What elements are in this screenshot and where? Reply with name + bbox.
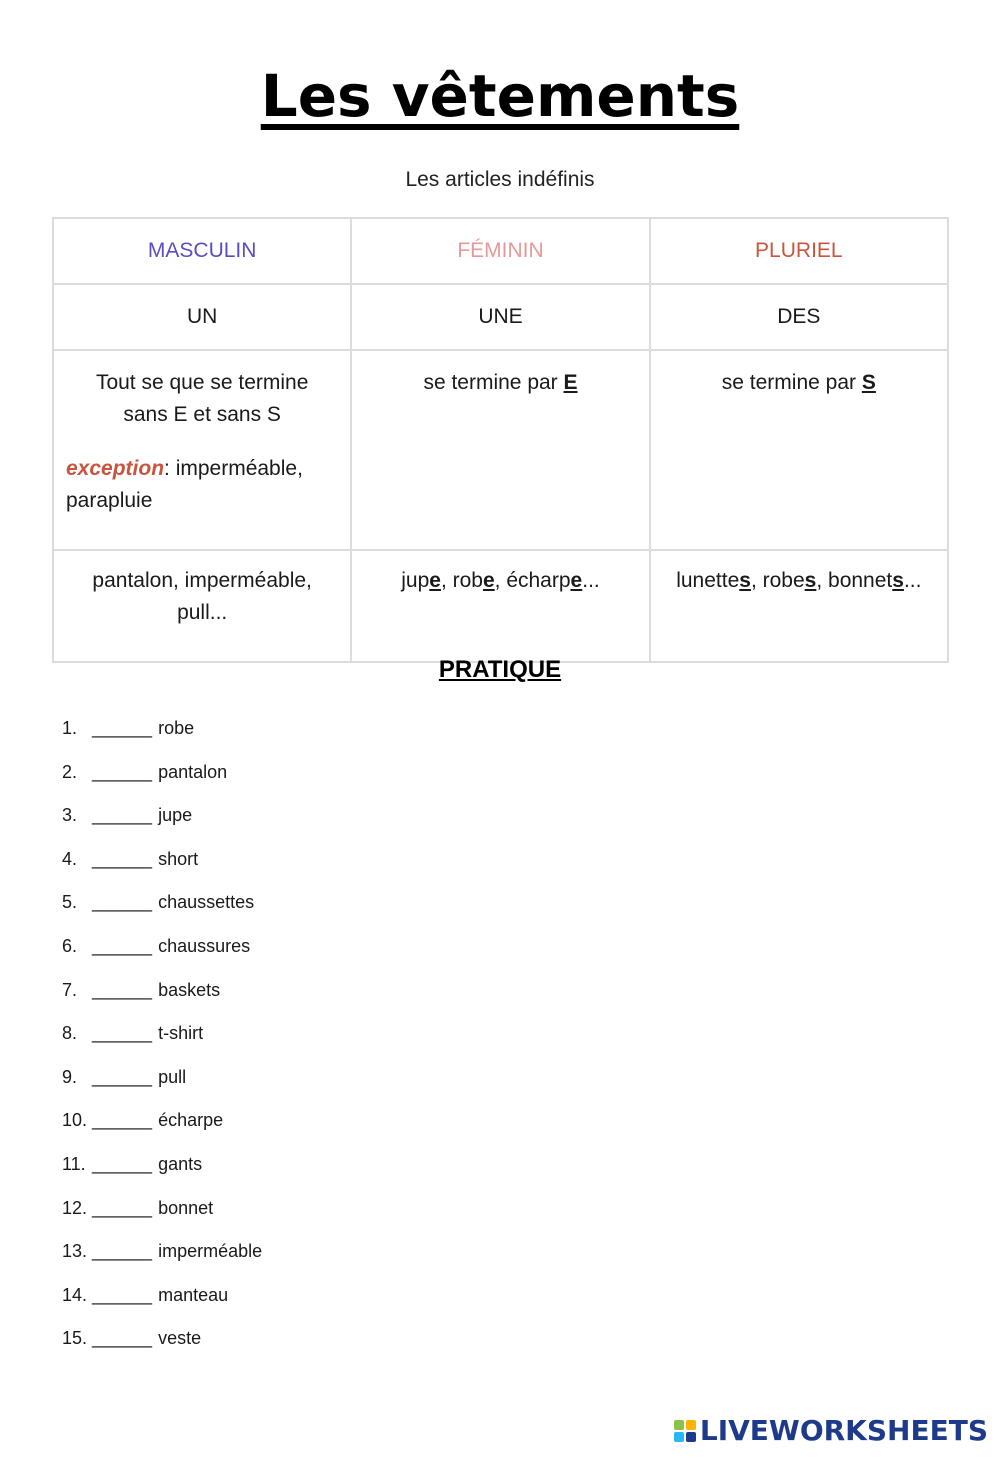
practice-item-number: 11. xyxy=(62,1153,86,1174)
rule-masculin-line1: Tout se que se termine xyxy=(95,371,309,394)
answer-blank[interactable]: ______ xyxy=(92,935,153,956)
rule-pluriel-text: se termine par xyxy=(721,371,862,394)
rule-masculin xyxy=(53,350,351,550)
practice-item xyxy=(62,892,262,936)
example-word xyxy=(453,569,507,592)
practice-item-word: écharpe xyxy=(158,1110,224,1131)
logo-square xyxy=(686,1432,696,1442)
practice-item-word: short xyxy=(158,848,199,869)
practice-item-number: 5. xyxy=(62,892,78,913)
rule-pluriel-letter: S xyxy=(861,371,876,394)
practice-item-number: 13. xyxy=(62,1241,88,1262)
practice-item-word: gants xyxy=(158,1153,203,1174)
exception-rest: : imperméable, xyxy=(164,457,303,480)
header-masculin: MASCULIN xyxy=(53,218,351,284)
practice-list xyxy=(62,718,262,1372)
answer-blank[interactable]: ______ xyxy=(92,848,153,869)
article-pluriel: DES xyxy=(650,284,948,350)
practice-item-word: manteau xyxy=(158,1284,229,1305)
practice-title: PRATIQUE xyxy=(438,656,562,683)
practice-item-number: 6. xyxy=(62,935,78,956)
example-stem: écharp xyxy=(506,569,571,592)
practice-item-number: 7. xyxy=(62,979,78,1000)
practice-item-word: imperméable xyxy=(158,1241,263,1262)
practice-item xyxy=(62,718,262,762)
practice-item-word: chaussures xyxy=(158,935,251,956)
example-ending: s xyxy=(892,569,904,592)
example-separator: , xyxy=(750,569,763,592)
examples-masculin-line2: pull... xyxy=(177,601,228,624)
example-ending: s xyxy=(739,569,751,592)
page-title: Les vêtements xyxy=(260,62,740,130)
example-word xyxy=(676,569,762,592)
example-ending: e xyxy=(429,569,441,592)
table-article-row xyxy=(53,284,948,350)
logo-square xyxy=(686,1420,696,1430)
practice-item-number: 14. xyxy=(62,1284,88,1305)
practice-item xyxy=(62,762,262,806)
example-word xyxy=(763,569,828,592)
logo-square xyxy=(674,1432,684,1442)
practice-item-word: baskets xyxy=(158,979,221,1000)
article-masculin: UN xyxy=(53,284,351,350)
rule-feminin xyxy=(351,350,649,550)
example-stem: rob xyxy=(452,569,483,592)
page-subtitle: Les articles indéfinis xyxy=(405,168,595,191)
practice-item-word: chaussettes xyxy=(158,892,255,913)
practice-item xyxy=(62,1154,262,1198)
practice-item-number: 12. xyxy=(62,1197,88,1218)
answer-blank[interactable]: ______ xyxy=(92,1241,153,1262)
header-feminin: FÉMININ xyxy=(351,218,649,284)
practice-item-number: 3. xyxy=(62,805,78,826)
articles-table xyxy=(52,217,949,663)
example-ending: s xyxy=(804,569,817,592)
practice-item-word: robe xyxy=(158,718,195,738)
practice-item-number: 2. xyxy=(62,761,78,782)
practice-item xyxy=(62,849,262,893)
answer-blank[interactable]: ______ xyxy=(92,1066,153,1087)
practice-item-number: 8. xyxy=(62,1023,78,1044)
logo-text: LIVEWORKSHEETS xyxy=(699,1414,988,1447)
table-rule-row xyxy=(53,350,948,550)
example-separator: , xyxy=(440,569,453,592)
answer-blank[interactable]: ______ xyxy=(92,1153,153,1174)
liveworksheets-logo-icon xyxy=(674,1420,696,1442)
practice-item-number: 4. xyxy=(62,848,78,869)
answer-blank[interactable]: ______ xyxy=(92,1110,153,1131)
example-stem: bonnet xyxy=(828,569,893,592)
answer-blank[interactable]: ______ xyxy=(92,892,153,913)
practice-item xyxy=(62,936,262,980)
practice-item-word: bonnet xyxy=(158,1197,214,1218)
practice-item-word: veste xyxy=(158,1328,202,1349)
answer-blank[interactable]: ______ xyxy=(92,1023,153,1044)
example-separator: , xyxy=(494,569,507,592)
example-stem: robe xyxy=(762,569,805,592)
rule-feminin-text: se termine par xyxy=(423,371,564,394)
liveworksheets-logo xyxy=(674,1414,988,1447)
rule-feminin-letter: E xyxy=(563,371,578,394)
exception-note xyxy=(66,453,338,517)
practice-item xyxy=(62,1328,262,1372)
practice-item xyxy=(62,1285,262,1329)
practice-item xyxy=(62,980,262,1024)
example-ending: e xyxy=(482,569,495,592)
table-example-row xyxy=(53,550,948,662)
answer-blank[interactable]: ______ xyxy=(92,805,153,826)
example-separator: ... xyxy=(903,569,922,592)
example-ending: e xyxy=(570,569,583,592)
exception-label: exception xyxy=(66,457,165,480)
practice-item-number: 15. xyxy=(62,1328,88,1349)
answer-blank[interactable]: ______ xyxy=(92,1197,153,1218)
answer-blank[interactable]: ______ xyxy=(92,1328,153,1349)
practice-item-number: 1. xyxy=(62,718,78,738)
examples-masculin-line1: pantalon, imperméable, xyxy=(92,569,312,592)
examples-masculin xyxy=(53,550,351,662)
practice-item xyxy=(62,1067,262,1111)
practice-item-word: jupe xyxy=(158,805,193,826)
practice-item xyxy=(62,1198,262,1242)
practice-item xyxy=(62,805,262,849)
example-word xyxy=(401,569,452,592)
rule-masculin-line2: sans E et sans S xyxy=(123,403,281,426)
practice-item-word: pantalon xyxy=(158,761,228,782)
answer-blank[interactable]: ______ xyxy=(92,979,153,1000)
example-stem: jup xyxy=(401,569,430,592)
examples-pluriel xyxy=(650,550,948,662)
practice-item-number: 9. xyxy=(62,1066,78,1087)
example-word xyxy=(506,569,599,592)
examples-feminin xyxy=(351,550,649,662)
example-separator: ... xyxy=(582,569,600,592)
example-word xyxy=(828,569,921,592)
article-feminin: UNE xyxy=(351,284,649,350)
exception-line2: parapluie xyxy=(66,489,153,512)
rule-pluriel xyxy=(650,350,948,550)
practice-item xyxy=(62,1110,262,1154)
practice-item-word: pull xyxy=(158,1066,187,1087)
logo-square xyxy=(674,1420,684,1430)
table-header-row xyxy=(53,218,948,284)
practice-item-number: 10. xyxy=(62,1110,88,1131)
practice-item-word: t-shirt xyxy=(158,1023,204,1044)
example-stem: lunette xyxy=(676,569,740,592)
answer-blank[interactable]: ______ xyxy=(92,761,153,782)
answer-blank[interactable]: ______ xyxy=(92,1284,153,1305)
header-pluriel: PLURIEL xyxy=(650,218,948,284)
practice-item xyxy=(62,1023,262,1067)
answer-blank[interactable]: ______ xyxy=(92,718,153,738)
practice-item xyxy=(62,1241,262,1285)
example-separator: , xyxy=(816,569,829,592)
